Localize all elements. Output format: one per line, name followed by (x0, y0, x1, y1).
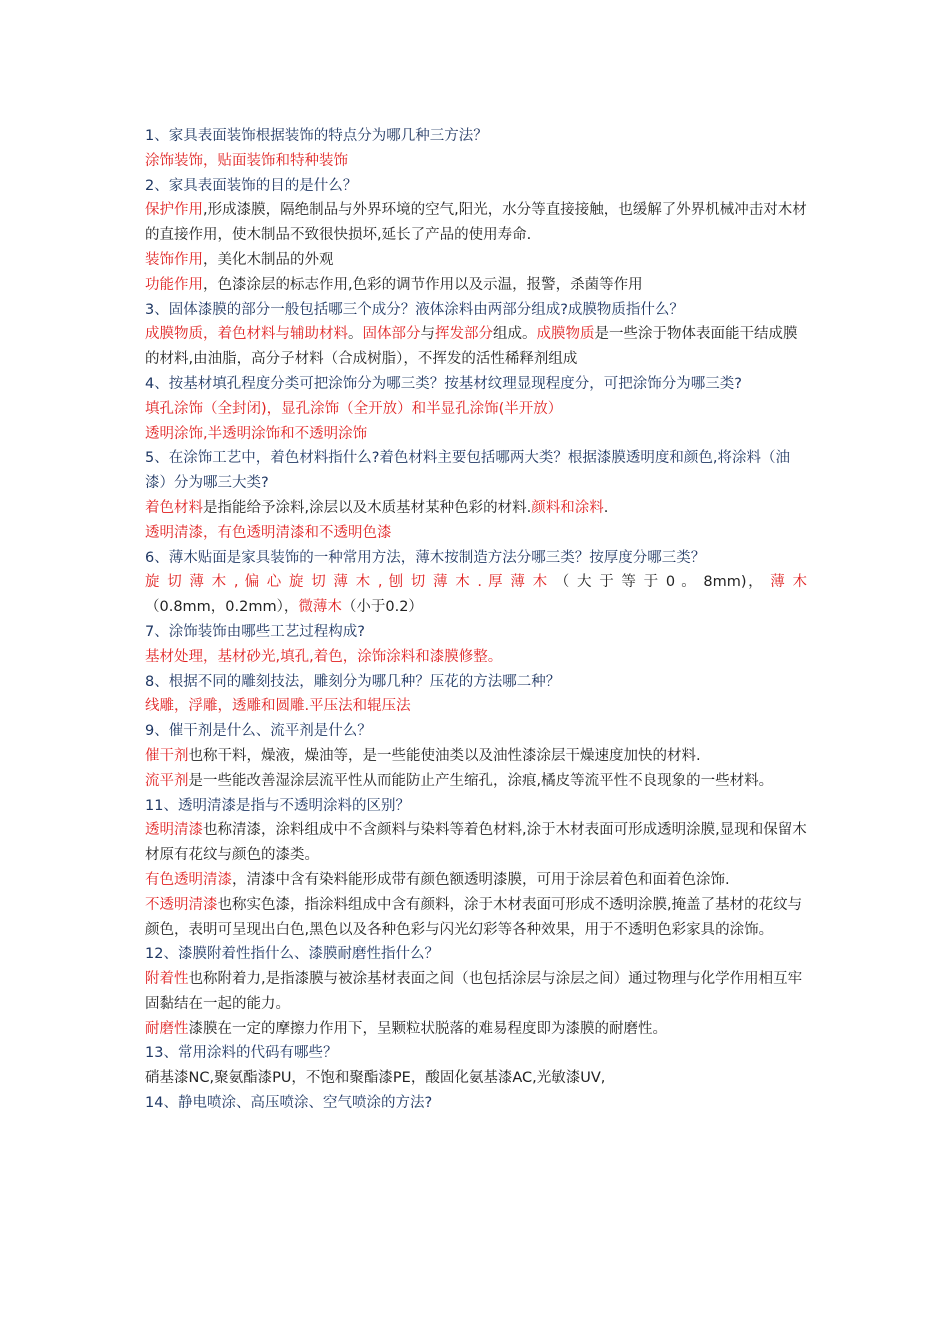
paragraph-a4-1 (145, 397, 807, 422)
paragraph-a12-1 (145, 967, 807, 1017)
body-text: 也称干料，燥液，燥油等，是一些能使油类以及油性漆涂层干燥速度加快的材料. (188, 747, 701, 764)
paragraph-q14 (145, 1091, 807, 1116)
highlight-text: 透明涂饰,半透明涂饰和不透明涂饰 (145, 425, 368, 442)
question-text: 9、催干剂是什么、流平剂是什么？ (145, 723, 372, 740)
question-text: 4、按基材填孔程度分类可把涂饰分为哪三类？按基材纹理显现程度分，可把涂饰分为哪三类? (145, 375, 742, 392)
highlight-text: 成膜物质 (536, 326, 595, 343)
body-text: （ 大 于 等 于 0 。 8mm)， (548, 574, 765, 591)
question-text: 8、根据不同的雕刻技法，雕刻分为哪几种？压花的方法哪二种？ (145, 673, 561, 690)
highlight-text: 微薄木 (298, 599, 342, 616)
body-text: 也称附着力,是指漆膜与被涂基材表面之间（也包括涂层与涂层之间）通过物理与化学作用相互牢固黏结在一起的能力。 (145, 971, 803, 1012)
highlight-text: 着色材料 (145, 499, 203, 516)
paragraph-a2-1 (145, 198, 807, 248)
paragraph-q9 (145, 719, 807, 744)
highlight-text: 催干剂 (145, 747, 189, 764)
highlight-text: 流平剂 (145, 772, 189, 789)
highlight-text: 挥发部分 (435, 326, 493, 343)
body-text: 。 (348, 326, 363, 343)
paragraph-a8 (145, 694, 807, 719)
highlight-text: 保护作用 (145, 202, 203, 219)
body-text: ，清漆中含有染料能形成带有颜色额透明漆膜，可用于涂层着色和面着色涂饰. (232, 871, 730, 888)
body-text: 与 (420, 326, 435, 343)
body-text: （0.8mm，0.2mm）， (145, 599, 299, 616)
highlight-text: 装饰作用 (145, 251, 203, 268)
paragraph-a2-2 (145, 248, 807, 273)
paragraph-q8 (145, 670, 807, 695)
question-text: 6、薄木贴面是家具装饰的一种常用方法，薄木按制造方法分哪三类？按厚度分哪三类？ (145, 549, 706, 566)
paragraph-q5 (145, 446, 807, 496)
highlight-text: 颜料和涂料 (531, 499, 604, 516)
highlight-text: 透明清漆 (145, 822, 203, 839)
body-text: 硝基漆NC,聚氨酯漆PU，不饱和聚酯漆PE，酸固化氨基漆AC,光敏漆UV, (145, 1070, 606, 1087)
paragraph-a2-3 (145, 273, 807, 298)
paragraph-a3 (145, 322, 807, 372)
paragraph-a11-3 (145, 893, 807, 943)
body-text: ，色漆涂层的标志作用,色彩的调节作用以及示温，报警，杀菌等作用 (203, 276, 643, 293)
paragraph-q12 (145, 942, 807, 967)
paragraph-a12-2 (145, 1017, 807, 1042)
question-text: 2、家具表面装饰的目的是什么？ (145, 177, 358, 194)
question-text: 7、涂饰装饰由哪些工艺过程构成? (145, 623, 365, 640)
question-text: 12、漆膜附着性指什么、漆膜耐磨性指什么？ (145, 946, 439, 963)
body-text: 漆膜在一定的摩擦力作用下，呈颗粒状脱落的难易程度即为漆膜的耐磨性。 (188, 1020, 667, 1037)
paragraph-a9-2 (145, 769, 807, 794)
paragraph-q3 (145, 298, 807, 323)
paragraph-q11 (145, 794, 807, 819)
document-content (145, 124, 807, 1116)
body-text: 也称实色漆，指涂料组成中含有颜料，涂于木材表面可形成不透明涂膜,掩盖了基材的花纹与颜色，表明可呈现出白色,黑色以及各种色彩与闪光幻彩等各种效果，用于不透明色彩家具的涂饰。 (145, 896, 803, 938)
question-text: 1、家具表面装饰根据装饰的特点分为哪几种三方法？ (145, 128, 488, 144)
paragraph-a5-1 (145, 496, 807, 521)
paragraph-a11-1 (145, 818, 807, 868)
paragraph-a7 (145, 645, 807, 670)
question-text: 11、透明清漆是指与不透明涂料的区别？ (145, 797, 410, 814)
paragraph-a13 (145, 1066, 807, 1091)
paragraph-q13 (145, 1041, 807, 1066)
paragraph-q7 (145, 620, 807, 645)
highlight-text: 不透明清漆 (145, 896, 218, 913)
paragraph-a6-1 (145, 570, 807, 595)
paragraph-q6 (145, 546, 807, 571)
paragraph-a4-2 (145, 422, 807, 447)
highlight-text: 透明清漆，有色透明清漆和不透明色漆 (145, 524, 392, 541)
body-text: ,形成漆膜，隔绝制品与外界环境的空气,阳光，水分等直接接触，也缓解了外界机械冲击对木材的直接作用，使木制品不致很快损坏,延长了产品的使用寿命. (145, 202, 807, 244)
paragraph-a5-2 (145, 521, 807, 546)
body-text: （小于0.2） (341, 599, 423, 616)
paragraph-a1 (145, 149, 807, 174)
paragraph-q2 (145, 174, 807, 199)
question-text: 5、在涂饰工艺中，着色材料指什么?着色材料主要包括哪两大类？根据漆膜透明度和颜色,将涂料（油漆）分为哪三大类? (145, 450, 791, 492)
highlight-text: 有色透明清漆 (145, 871, 232, 888)
highlight-text: 功能作用 (145, 276, 203, 293)
highlight-text: 薄 木 (764, 574, 808, 591)
body-text: 组成。 (493, 326, 537, 343)
body-text: 是指能给予涂料,涂层以及木质基材某种色彩的材料. (203, 499, 532, 516)
highlight-text: 涂饰装饰，贴面装饰和特种装饰 (145, 152, 348, 169)
highlight-text: 基材处理，基材砂光,填孔,着色，涂饰涂料和漆膜修整。 (145, 648, 503, 665)
body-text: 是一些能改善湿涂层流平性从而能防止产生缩孔，涂痕,橘皮等流平性不良现象的一些材料。 (188, 772, 774, 789)
highlight-text: 附着性 (145, 971, 189, 988)
paragraph-q1 (145, 124, 807, 149)
highlight-text: 固体部分 (362, 326, 421, 343)
question-text: 14、静电喷涂、高压喷涂、空气喷涂的方法? (145, 1095, 433, 1112)
paragraph-q4 (145, 372, 807, 397)
question-text: 13、常用涂料的代码有哪些？ (145, 1045, 338, 1062)
highlight-text: 旋 切 薄 木 , 偏 心 旋 切 薄 木 , 刨 切 薄 木 . 厚 薄 木 (145, 574, 549, 591)
highlight-text: 成膜物质，着色材料与辅助材料 (145, 326, 348, 343)
paragraph-a9-1 (145, 744, 807, 769)
paragraph-a11-2 (145, 868, 807, 893)
body-text: 是一些涂于物体表面能干结成膜的材料,由油脂，高分子材料（合成树脂），不挥发的活性稀释剂组成 (145, 326, 798, 368)
body-text: ，美化木制品的外观 (203, 251, 334, 268)
highlight-text: 耐磨性 (145, 1020, 189, 1037)
body-text: . (603, 499, 609, 516)
question-text: 3、固体漆膜的部分一般包括哪三个成分？液体涂料由两部分组成?成膜物质指什么？ (145, 301, 684, 318)
highlight-text: 填孔涂饰（全封闭)，显孔涂饰（全开放）和半显孔涂饰(半开放） (145, 400, 563, 417)
body-text: 也称清漆，涂料组成中不含颜料与染料等着色材料,涂于木材表面可形成透明涂膜,显现和保留木材原有花纹与颜色的漆类。 (145, 822, 807, 864)
paragraph-a6-2 (145, 595, 807, 620)
highlight-text: 线雕，浮雕，透雕和圆雕.平压法和辊压法 (145, 698, 411, 715)
